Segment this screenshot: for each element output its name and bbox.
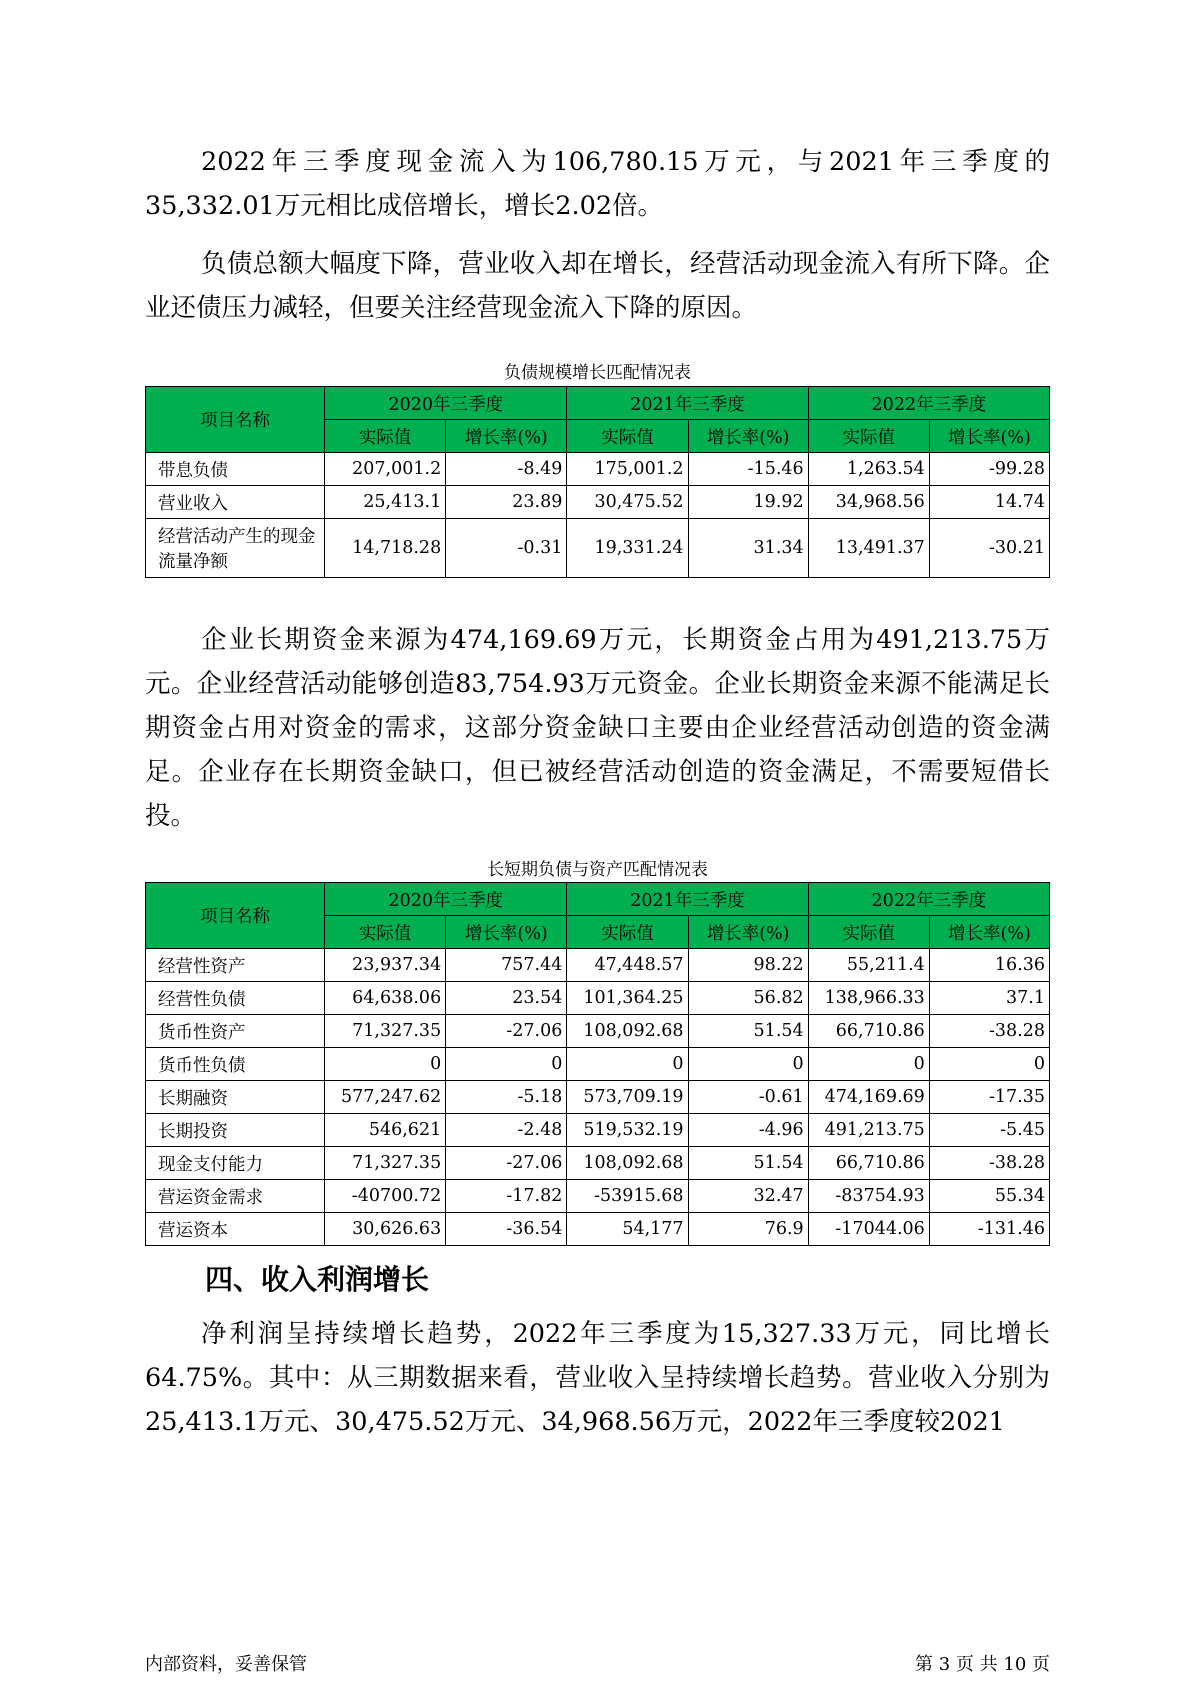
paragraph-long-term-funds: 企业长期资金来源为474,169.69万元，长期资金占用为491,213.75万元。企业经营活动能够创造83,754.93万元资金。企业长期资金来源不能满足长期资金占用对资金的需求，这部分资金缺口主要由企业经营活动创造的资金满足。企业存在长期资金缺口，但已被经营活动创造的资金满足，不需要短借长投。 [145, 625, 1050, 831]
footer-confidential-note: 内部资料，妥善保管 [145, 1654, 307, 1675]
table-row [146, 1147, 1050, 1180]
table-row [146, 1213, 1050, 1246]
section-heading: 四、收入利润增长 [205, 1263, 430, 1296]
row-label: 经营性资产 [146, 949, 325, 982]
actual-value-cell: 573,709.19 [567, 1081, 688, 1114]
growth-rate-cell: 32.47 [688, 1180, 808, 1213]
row-label: 现金支付能力 [146, 1147, 325, 1180]
actual-value-cell: 71,327.35 [325, 1015, 446, 1048]
growth-rate-cell: -17.82 [446, 1180, 567, 1213]
table2-caption: 长短期负债与资产匹配情况表 [487, 860, 708, 880]
actual-value-cell: -53915.68 [567, 1180, 688, 1213]
table-row [146, 982, 1050, 1015]
paragraph-cash-inflow: 2022年三季度现金流入为106,780.15万元，与2021年三季度的35,332.01万元相比成倍增长，增长2.02倍。 [145, 147, 1050, 221]
growth-rate-cell: -0.31 [446, 519, 567, 578]
table2-period-header: 2021年三季度 [567, 883, 808, 916]
row-label: 经营性负债 [146, 982, 325, 1015]
row-label: 货币性资产 [146, 1015, 325, 1048]
table2-period-header: 2020年三季度 [325, 883, 567, 916]
table2-sub-header: 实际值 [325, 916, 446, 949]
table2-sub-header: 实际值 [567, 916, 688, 949]
liability-growth-table [145, 386, 1050, 578]
actual-value-cell: 71,327.35 [325, 1147, 446, 1180]
growth-rate-cell: -17.35 [929, 1081, 1049, 1114]
growth-rate-cell: -8.49 [446, 453, 567, 486]
row-label: 带息负债 [146, 453, 325, 486]
table1-period-header: 2022年三季度 [808, 387, 1049, 420]
growth-rate-cell: -5.18 [446, 1081, 567, 1114]
table2-sub-header: 增长率(%) [688, 916, 808, 949]
actual-value-cell: 64,638.06 [325, 982, 446, 1015]
table2-period-header: 2022年三季度 [808, 883, 1049, 916]
table1-sub-header: 增长率(%) [929, 420, 1049, 453]
growth-rate-cell: 51.54 [688, 1147, 808, 1180]
table1-sub-header: 实际值 [325, 420, 446, 453]
actual-value-cell: 55,211.4 [808, 949, 929, 982]
growth-rate-cell: -4.96 [688, 1114, 808, 1147]
actual-value-cell: -83754.93 [808, 1180, 929, 1213]
table-row [146, 1180, 1050, 1213]
actual-value-cell: 474,169.69 [808, 1081, 929, 1114]
growth-rate-cell: 757.44 [446, 949, 567, 982]
growth-rate-cell: 23.54 [446, 982, 567, 1015]
table-row [146, 1114, 1050, 1147]
table1-name-header: 项目名称 [146, 387, 325, 453]
table2-name-header: 项目名称 [146, 883, 325, 949]
table-row [146, 1015, 1050, 1048]
growth-rate-cell: -36.54 [446, 1213, 567, 1246]
table1-sub-header: 增长率(%) [446, 420, 567, 453]
table-row [146, 453, 1050, 486]
growth-rate-cell: 19.92 [688, 486, 808, 519]
actual-value-cell: 1,263.54 [808, 453, 929, 486]
actual-value-cell: 0 [325, 1048, 446, 1081]
row-label: 货币性负债 [146, 1048, 325, 1081]
actual-value-cell: 23,937.34 [325, 949, 446, 982]
growth-rate-cell: 14.74 [929, 486, 1049, 519]
actual-value-cell: 101,364.25 [567, 982, 688, 1015]
growth-rate-cell: 51.54 [688, 1015, 808, 1048]
growth-rate-cell: -131.46 [929, 1213, 1049, 1246]
growth-rate-cell: -38.28 [929, 1015, 1049, 1048]
actual-value-cell: 491,213.75 [808, 1114, 929, 1147]
table2-sub-header: 实际值 [808, 916, 929, 949]
actual-value-cell: 175,001.2 [567, 453, 688, 486]
growth-rate-cell: 37.1 [929, 982, 1049, 1015]
growth-rate-cell: -30.21 [929, 519, 1049, 578]
growth-rate-cell: 16.36 [929, 949, 1049, 982]
table-row [146, 1048, 1050, 1081]
actual-value-cell: 25,413.1 [325, 486, 446, 519]
actual-value-cell: 108,092.68 [567, 1147, 688, 1180]
row-label: 营运资金需求 [146, 1180, 325, 1213]
actual-value-cell: 546,621 [325, 1114, 446, 1147]
growth-rate-cell: 0 [446, 1048, 567, 1081]
growth-rate-cell: 0 [929, 1048, 1049, 1081]
growth-rate-cell: 23.89 [446, 486, 567, 519]
growth-rate-cell: -2.48 [446, 1114, 567, 1147]
actual-value-cell: 54,177 [567, 1213, 688, 1246]
paragraph-net-profit: 净利润呈持续增长趋势，2022年三季度为15,327.33万元，同比增长64.75%。其中：从三期数据来看，营业收入呈持续增长趋势。营业收入分别为25,413.1万元、30,475.52万元、34,968.56万元，2022年三季度较2021 [145, 1319, 1050, 1437]
growth-rate-cell: 56.82 [688, 982, 808, 1015]
actual-value-cell: 66,710.86 [808, 1147, 929, 1180]
growth-rate-cell: -99.28 [929, 453, 1049, 486]
actual-value-cell: -40700.72 [325, 1180, 446, 1213]
paragraph-liability-summary: 负债总额大幅度下降，营业收入却在增长，经营活动现金流入有所下降。企业还债压力减轻，但要关注经营现金流入下降的原因。 [145, 249, 1050, 323]
table2-sub-header: 增长率(%) [929, 916, 1049, 949]
growth-rate-cell: -38.28 [929, 1147, 1049, 1180]
growth-rate-cell: -27.06 [446, 1015, 567, 1048]
table-row [146, 949, 1050, 982]
growth-rate-cell: 76.9 [688, 1213, 808, 1246]
table1-period-header: 2021年三季度 [567, 387, 808, 420]
table1-sub-header: 实际值 [567, 420, 688, 453]
growth-rate-cell: 31.34 [688, 519, 808, 578]
actual-value-cell: 0 [808, 1048, 929, 1081]
actual-value-cell: 66,710.86 [808, 1015, 929, 1048]
growth-rate-cell: -5.45 [929, 1114, 1049, 1147]
actual-value-cell: 47,448.57 [567, 949, 688, 982]
growth-rate-cell: 98.22 [688, 949, 808, 982]
table1-caption: 负债规模增长匹配情况表 [504, 363, 691, 383]
row-label: 长期投资 [146, 1114, 325, 1147]
table-row [146, 519, 1050, 578]
row-label: 营业收入 [146, 486, 325, 519]
actual-value-cell: 19,331.24 [567, 519, 688, 578]
actual-value-cell: 108,092.68 [567, 1015, 688, 1048]
actual-value-cell: 34,968.56 [808, 486, 929, 519]
row-label: 经营活动产生的现金流量净额 [146, 519, 325, 578]
asset-liability-match-table [145, 882, 1050, 1246]
actual-value-cell: 519,532.19 [567, 1114, 688, 1147]
actual-value-cell: 30,475.52 [567, 486, 688, 519]
table1-sub-header: 实际值 [808, 420, 929, 453]
actual-value-cell: 0 [567, 1048, 688, 1081]
actual-value-cell: 13,491.37 [808, 519, 929, 578]
row-label: 营运资本 [146, 1213, 325, 1246]
actual-value-cell: 207,001.2 [325, 453, 446, 486]
actual-value-cell: 577,247.62 [325, 1081, 446, 1114]
growth-rate-cell: 0 [688, 1048, 808, 1081]
table1-period-header: 2020年三季度 [325, 387, 567, 420]
actual-value-cell: -17044.06 [808, 1213, 929, 1246]
growth-rate-cell: -15.46 [688, 453, 808, 486]
actual-value-cell: 138,966.33 [808, 982, 929, 1015]
growth-rate-cell: -0.61 [688, 1081, 808, 1114]
table-row [146, 486, 1050, 519]
growth-rate-cell: -27.06 [446, 1147, 567, 1180]
row-label: 长期融资 [146, 1081, 325, 1114]
actual-value-cell: 14,718.28 [325, 519, 446, 578]
table1-sub-header: 增长率(%) [688, 420, 808, 453]
footer-page-number: 第 3 页 共 10 页 [915, 1654, 1050, 1675]
growth-rate-cell: 55.34 [929, 1180, 1049, 1213]
actual-value-cell: 30,626.63 [325, 1213, 446, 1246]
table2-sub-header: 增长率(%) [446, 916, 567, 949]
table-row [146, 1081, 1050, 1114]
